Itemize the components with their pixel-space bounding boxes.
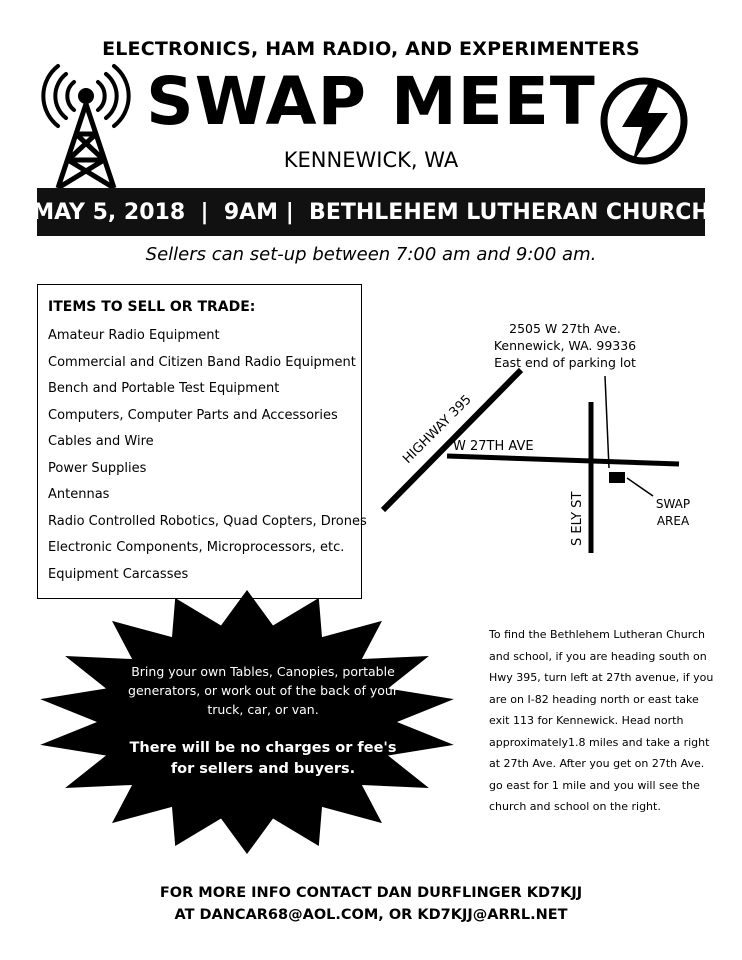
avenue-road [447, 456, 679, 464]
lightning-bolt-icon [598, 75, 690, 167]
map-address-line3: East end of parking lot [494, 355, 636, 370]
items-list [48, 323, 367, 588]
starburst-note: Bring your own Tables, Canopies, portable generators, or work out of the back of your truck, car, or van. [128, 664, 398, 717]
list-item: Commercial and Citizen Band Radio Equipment [48, 354, 356, 370]
starburst-no-fees: There will be no charges or fee's for sellers and buyers. [129, 740, 397, 777]
directions-text: To find the Bethlehem Lutheran Church and school, if you are heading south on Hwy 395, turn left at 27th avenue, if you are on I-82 heading north or east take exit 113 for Kennewick. Head north approximately1.8 miles and take a right at 27th Ave. After you get on 27th Ave. go east for 1 mile and you will see the church and school on the right. [489, 628, 714, 813]
cross-street-label: S ELY ST [570, 491, 585, 546]
swap-pointer-line [627, 478, 653, 496]
contact-info [0, 882, 742, 926]
location-map [375, 300, 715, 570]
list-item: Computers, Computer Parts and Accessories [48, 407, 338, 423]
radio-tower-icon [30, 62, 142, 190]
event-location: KENNEWICK, WA [283, 148, 459, 172]
contact-line1: FOR MORE INFO CONTACT DAN DURFLINGER KD7KJJ [159, 885, 583, 901]
swap-label-line2: AREA [656, 514, 690, 528]
list-item: Equipment Carcasses [48, 566, 189, 582]
list-item: Amateur Radio Equipment [48, 328, 220, 343]
address-pointer-line [605, 376, 609, 468]
items-title: ITEMS TO SELL OR TRADE: [48, 299, 256, 315]
avenue-label: W 27TH AVE [453, 439, 534, 454]
list-item: Radio Controlled Robotics, Quad Copters, Drones [48, 513, 367, 529]
contact-line2: AT DANCAR68@AOL.COM, OR KD7KJJ@ARRL.NET [174, 907, 568, 923]
list-item: Power Supplies [48, 460, 147, 476]
map-address-line2: Kennewick, WA. 99336 [493, 338, 637, 353]
highway-label: HIGHWAY 395 [400, 392, 475, 467]
list-item: Antennas [48, 487, 110, 502]
starburst-shape [30, 585, 470, 860]
items-box [37, 284, 367, 599]
banner-text: MAY 5, 2018 | 9AM | BETHLEHEM LUTHERAN CHURCH [32, 199, 710, 225]
event-subtitle: ELECTRONICS, HAM RADIO, AND EXPERIMENTERS [102, 38, 640, 60]
swap-label-line1: SWAP [655, 497, 691, 511]
setup-note: Sellers can set-up between 7:00 am and 9:00 am. [145, 244, 597, 265]
map-address-line1: 2505 W 27th Ave. [509, 321, 621, 336]
list-item: Bench and Portable Test Equipment [48, 381, 280, 396]
swap-area-marker [609, 472, 625, 483]
date-location-banner [32, 188, 710, 236]
list-item: Electronic Components, Microprocessors, etc. [48, 540, 345, 555]
list-item: Cables and Wire [48, 434, 154, 449]
event-title: SWAP MEET [146, 63, 596, 140]
